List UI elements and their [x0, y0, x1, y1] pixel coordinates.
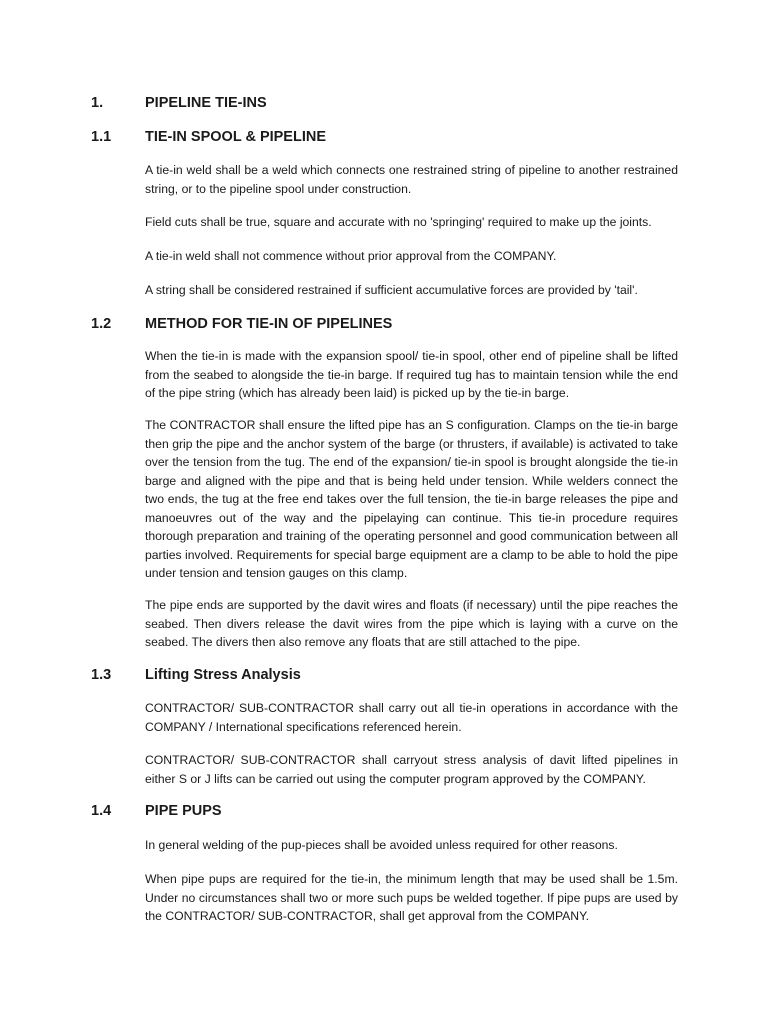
paragraph: Field cuts shall be true, square and accurate with no 'springing' required to make up the joints.	[145, 215, 652, 229]
paragraph: A tie-in weld shall be a weld which connects one restrained string of pipeline to another restrained string, or to the pipeline spool under construction.	[145, 163, 678, 196]
section-number: 1.2	[91, 316, 112, 332]
paragraph: When the tie-in is made with the expansion spool/ tie-in spool, other end of pipeline shall be lifted from the seabed to alongside the tie-in barge. If required tug has to maintain tension while the end of the pipe string (which has already been laid) is picked up by the tie-in barge.	[145, 349, 678, 400]
paragraph: The CONTRACTOR shall ensure the lifted pipe has an S configuration. Clamps on the tie-in barge then grip the pipe and the anchor system of the barge (or thrusters, if available) is activated to take over the tension from the tug. The end of the expansion/ tie-in spool is brought alongside the tie-in barge and aligned with the pipe and that is being held under tension. While welders connect the two ends, the tug at the free end takes over the full tension, the tie-in barge releases the pipe and manoeuvres out of the way and the pipelaying can continue. This tie-in procedure requires thorough preparation and training of the operating personnel and good communication between all parties involved. Requirements for special barge equipment are a clamp to be able to hold the pipe under tension and tension gauges on this clamp.	[145, 418, 678, 580]
paragraph: When pipe pups are required for the tie-in, the minimum length that may be used shall be 1.5m. Under no circumstances shall two or more such pups be welded together. If pipe pups are used by the CONTRACTOR/ SUB-CONTRACTOR, shall get approval from the COMPANY.	[145, 872, 678, 923]
section-title: PIPELINE TIE-INS	[145, 95, 267, 111]
section-number: 1.1	[91, 129, 112, 145]
paragraph: CONTRACTOR/ SUB-CONTRACTOR shall carryout stress analysis of davit lifted pipelines in either S or J lifts can be carried out using the computer program approved by the COMPANY.	[145, 753, 678, 786]
section-title: Lifting Stress Analysis	[145, 667, 301, 683]
section-title: METHOD FOR TIE-IN OF PIPELINES	[145, 316, 393, 332]
section-number: 1.3	[91, 667, 112, 683]
paragraph: CONTRACTOR/ SUB-CONTRACTOR shall carry out all tie-in operations in accordance with the COMPANY / International specifications referenced herein.	[145, 701, 678, 734]
section-title: PIPE PUPS	[145, 803, 222, 819]
paragraph: A tie-in weld shall not commence without prior approval from the COMPANY.	[145, 249, 557, 263]
section-number: 1.	[91, 95, 104, 111]
section-number: 1.4	[91, 803, 112, 819]
paragraph: The pipe ends are supported by the davit wires and floats (if necessary) until the pipe reaches the seabed. Then divers release the davit wires from the pipe which is laying with a curve on the seabed. The divers then also remove any floats that are still attached to the pipe.	[145, 598, 678, 649]
paragraph: In general welding of the pup-pieces shall be avoided unless required for other reasons.	[145, 838, 618, 852]
section-title: TIE-IN SPOOL & PIPELINE	[145, 129, 327, 145]
paragraph: A string shall be considered restrained if sufficient accumulative forces are provided by 'tail'.	[145, 283, 638, 297]
